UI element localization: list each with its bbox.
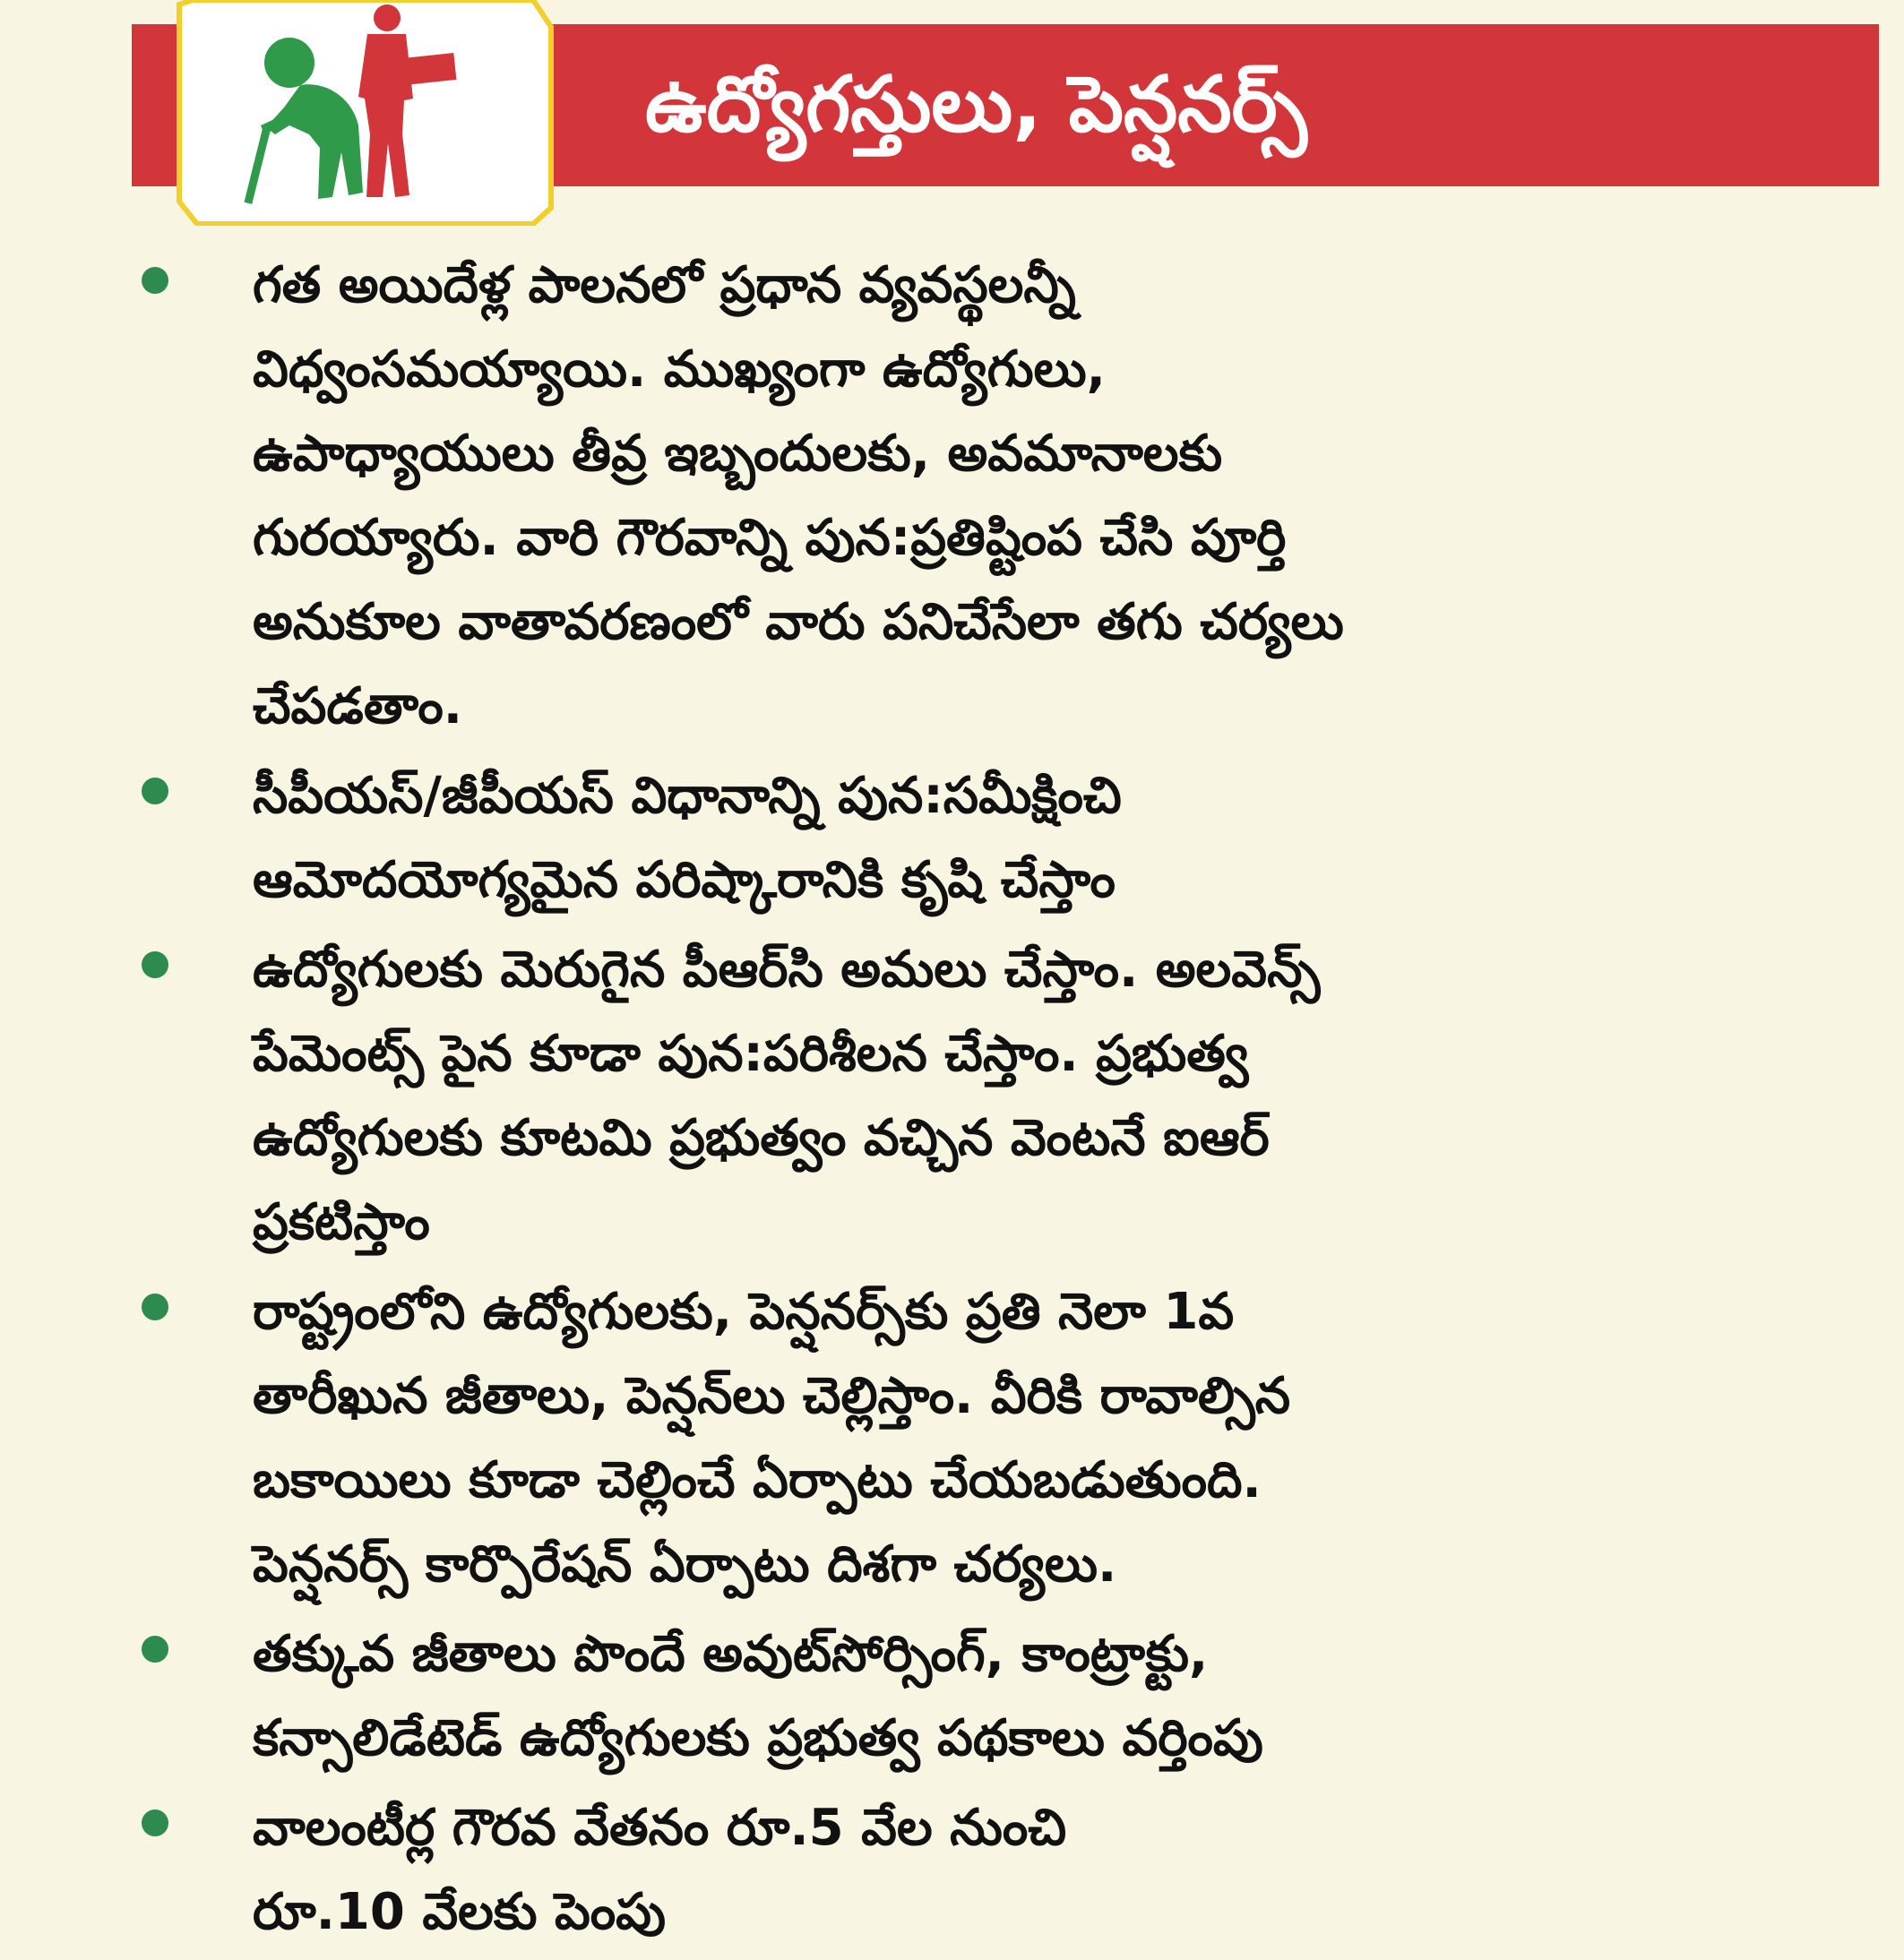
- item-text-line: తారీఖున జీతాలు, పెన్షన్‌లు చెల్లిస్తాం. వీరికి రావాల్సిన: [253, 1367, 1291, 1425]
- item-text-line: కన్సాలిడేటెడ్ ఉద్యోగులకు ప్రభుత్వ పథకాలు వర్తింపు: [253, 1709, 1263, 1767]
- list-item: [0, 1786, 1904, 1955]
- bullet-dot-icon: [142, 1810, 168, 1836]
- item-text-line: చేపడతాం.: [253, 677, 463, 735]
- item-text-line: విధ్వంసమయ్యాయి. ముఖ్యంగా ఉద్యోగులు,: [253, 340, 1106, 399]
- item-text-line: వాలంటీర్ల గౌరవ వేతనం రూ.5 వేల నుంచి: [253, 1799, 1067, 1857]
- item-text-line: రాష్ట్రంలోని ఉద్యోగులకు, పెన్షనర్స్‌కు ప్రతి నెలా 1వ: [253, 1283, 1235, 1341]
- item-text-line: గురయ్యారు. వారి గౌరవాన్ని పున:ప్రతిష్టింప చేసి పూర్తి: [253, 509, 1287, 567]
- bullet-dot-icon: [142, 267, 168, 294]
- item-text-line: ఉపాధ్యాయులు తీవ్ర ఇబ్బందులకు, అవమానాలకు: [253, 425, 1223, 483]
- bullet-dot-icon: [142, 1294, 168, 1320]
- item-text-line: పెన్షనర్స్ కార్పొరేషన్ ఏర్పాటు దిశగా చర్యలు.: [253, 1535, 1117, 1594]
- bullet-list: [0, 244, 1904, 1960]
- pensioner-employee-icon: [175, 0, 556, 226]
- item-text-line: గత అయిదేళ్ల పాలనలో ప్రధాన వ్యవస్థలన్నీ: [253, 256, 1076, 314]
- list-item: [0, 1270, 1904, 1607]
- list-item: [0, 244, 1904, 749]
- list-item: [0, 1612, 1904, 1781]
- list-item: [0, 754, 1904, 923]
- item-text-line: తక్కువ జీతాలు పొందే అవుట్‌సోర్సింగ్, కాంట్రాక్టు,: [253, 1625, 1209, 1683]
- item-text-line: రూ.10 వేలకు పెంపు: [253, 1883, 667, 1941]
- item-text-line: ప్రకటిస్తాం: [253, 1193, 430, 1251]
- list-item: [0, 928, 1904, 1265]
- item-text-line: ఉద్యోగులకు కూటమి ప్రభుత్వం వచ్చిన వెంటనే ఐఆర్: [253, 1109, 1270, 1167]
- item-text-line: సీపీయస్/జీపీయస్ విధానాన్ని పున:సమీక్షించి: [253, 767, 1122, 825]
- item-text-line: ఆమోదయోగ్యమైన పరిష్కారానికి కృషి చేస్తాం: [253, 851, 1116, 909]
- bullet-dot-icon: [142, 1636, 168, 1663]
- bullet-dot-icon: [142, 951, 168, 978]
- page-title: ఉద్యోగస్తులు, పెన్షనర్స్: [645, 60, 1307, 150]
- item-text-line: అనుకూల వాతావరణంలో వారు పనిచేసేలా తగు చర్యలు: [253, 593, 1344, 651]
- item-text-line: ఉద్యోగులకు మెరుగైన పీఆర్‌సి అమలు చేస్తాం. అలవెన్స్: [253, 941, 1321, 999]
- item-text-line: బకాయిలు కూడా చెల్లించే ఏర్పాటు చేయబడుతుంది.: [253, 1451, 1262, 1509]
- bullet-dot-icon: [142, 778, 168, 804]
- item-text-line: పేమెంట్స్ పైన కూడా పున:పరిశీలన చేస్తాం. ప్రభుత్వ: [253, 1025, 1249, 1083]
